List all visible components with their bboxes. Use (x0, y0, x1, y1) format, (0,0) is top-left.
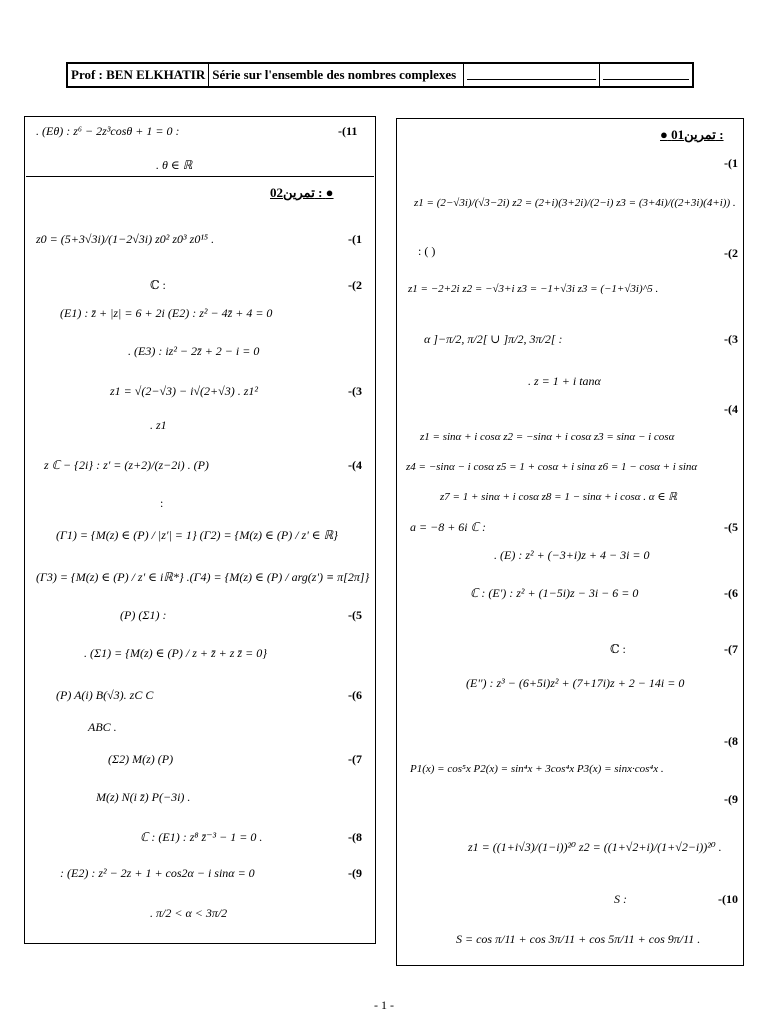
header-blank-1 (464, 64, 600, 86)
right-q3b: . z = 1 + i tanα (528, 374, 601, 388)
left-title-text: تمرين02 : (270, 185, 323, 200)
left-q5: (P) (Σ1) : (120, 608, 167, 622)
header-table (66, 62, 694, 88)
right-box (396, 118, 744, 966)
left-q3b: . z1 (150, 418, 167, 432)
left-num-9: -(9 (348, 866, 362, 880)
header-blank-2 (600, 64, 692, 86)
left-num-3: -(3 (348, 384, 362, 398)
right-q4c: z7 = 1 + sinα + i cosα z8 = 1 − sinα + i cosα . α ∈ ℝ (440, 491, 677, 503)
left-num-7: -(7 (348, 752, 362, 766)
right-num-5: -(5 (724, 520, 738, 534)
right-q1: z1 = (2−√3i)/(√3−2i) z2 = (2+i)(3+2i)/(2−i) z3 = (3+4i)/((2+3i)(4+i)) . (414, 197, 736, 209)
left-q9: : (E2) : z² − 2z + 1 + cos2α − i sinα = 0 (60, 866, 255, 880)
left-num-5: -(5 (348, 608, 362, 622)
left-q5b: . (Σ1) = {M(z) ∈ (P) / z + z̄ + z z̄ = 0} (84, 646, 267, 660)
left-q7: (Σ2) M(z) (P) (108, 752, 174, 766)
right-q5b: . (E) : z² + (−3+i)z + 4 − 3i = 0 (494, 548, 650, 562)
left-num-1: -(1 (348, 232, 362, 246)
right-title: ● تمرين01 : (660, 127, 724, 142)
header-series-text: Série sur l'ensemble des nombres complexes (212, 67, 457, 82)
right-q7b: (E'') : z³ − (6+5i)z² + (7+17i)z + 2 − 14i = 0 (466, 676, 685, 690)
left-num-11: -(11 (338, 124, 358, 138)
page-number: - 1 - (374, 998, 394, 1012)
right-num-9: -(9 (724, 792, 738, 806)
right-q2: z1 = −2+2i z2 = −√3+i z3 = −1+√3i z3 = (−1+√3i)^5 . (408, 283, 659, 295)
left-q11b: . θ ∈ ℝ (156, 158, 193, 172)
left-q6b: ABC . (88, 720, 117, 734)
right-num-7: -(7 (724, 642, 738, 656)
right-q10: S : (614, 892, 627, 906)
left-num-8: -(8 (348, 830, 362, 844)
right-num-2: -(2 (724, 246, 738, 260)
left-q11: . (Eθ) : z⁶ − 2z³cosθ + 1 = 0 : (36, 124, 180, 138)
left-q2: ℂ : (150, 278, 166, 292)
right-q5: a = −8 + 6i ℂ : (410, 520, 487, 534)
left-q8: ℂ : (E1) : z⁸ z̄⁻³ − 1 = 0 . (140, 830, 263, 844)
right-num-8: -(8 (724, 734, 738, 748)
right-q10b: S = cos π/11 + cos 3π/11 + cos 5π/11 + cos 9π/11 . (456, 932, 701, 946)
right-num-4: -(4 (724, 402, 738, 416)
left-q4d: (Γ3) = {M(z) ∈ (P) / z' ∈ iℝ*} .(Γ4) = {M(z) ∈ (P) / arg(z') ≡ π[2π]} (36, 570, 370, 584)
left-separator (26, 176, 374, 177)
left-q4c: (Γ1) = {M(z) ∈ (P) / |z'| = 1} (Γ2) = {M(z) ∈ (P) / z' ∈ ℝ} (56, 528, 338, 542)
left-q6: (P) A(i) B(√3). zC C (56, 688, 154, 702)
left-num-4: -(4 (348, 458, 362, 472)
left-q1: z0 = (5+3√3i)/(1−2√3i) z0² z0³ z0¹⁵ . (36, 232, 215, 246)
right-num-1: -(1 (724, 156, 738, 170)
left-q4: z ℂ − {2i} : z' = (z+2)/(z−2i) . (P) (44, 458, 209, 472)
right-q3: α ]−π/2, π/2[ ∪ ]π/2, 3π/2[ : (424, 332, 563, 346)
right-q7: ℂ : (610, 642, 626, 656)
right-num-3: -(3 (724, 332, 738, 346)
right-q4b: z4 = −sinα − i cosα z5 = 1 + cosα + i sinα z6 = 1 − cosα + i sinα (406, 461, 698, 473)
right-q6: ℂ : (E') : z² + (1−5i)z − 3i − 6 = 0 (470, 586, 639, 600)
right-q4a: z1 = sinα + i cosα z2 = −sinα + i cosα z3 = sinα − i cosα (420, 431, 675, 443)
right-title-text: تمرين01 : (671, 127, 724, 142)
right-q2paren: : ( ) (418, 244, 436, 258)
right-q9: z1 = ((1+i√3)/(1−i))²⁰ z2 = ((1+√2+i)/(1+√2−i))²⁰ . (468, 840, 722, 854)
left-num-6: -(6 (348, 688, 362, 702)
left-q2b: (E1) : z̄ + |z| = 6 + 2i (E2) : z² − 4z̄ + 4 = 0 (60, 306, 273, 320)
left-title: تمرين02 : ● (270, 185, 334, 200)
left-num-2: -(2 (348, 278, 362, 292)
header-series (209, 64, 464, 86)
left-q3: z1 = √(2−√3) − i√(2+√3) . z1² (110, 384, 258, 398)
header-prof: Prof : BEN ELKHATIR (68, 64, 209, 86)
left-q7b: M(z) N(i z̄) P(−3i) . (96, 790, 191, 804)
left-q4b: : (160, 496, 164, 510)
right-num-10: -(10 (718, 892, 738, 906)
left-q2c: . (E3) : iz² − 2z̄ + 2 − i = 0 (128, 344, 260, 358)
left-q9b: . π/2 < α < 3π/2 (150, 906, 228, 920)
right-num-6: -(6 (724, 586, 738, 600)
right-q8: P1(x) = cos⁵x P2(x) = sin⁴x + 3cos⁴x P3(x) = sinx·cos⁴x . (410, 763, 664, 775)
